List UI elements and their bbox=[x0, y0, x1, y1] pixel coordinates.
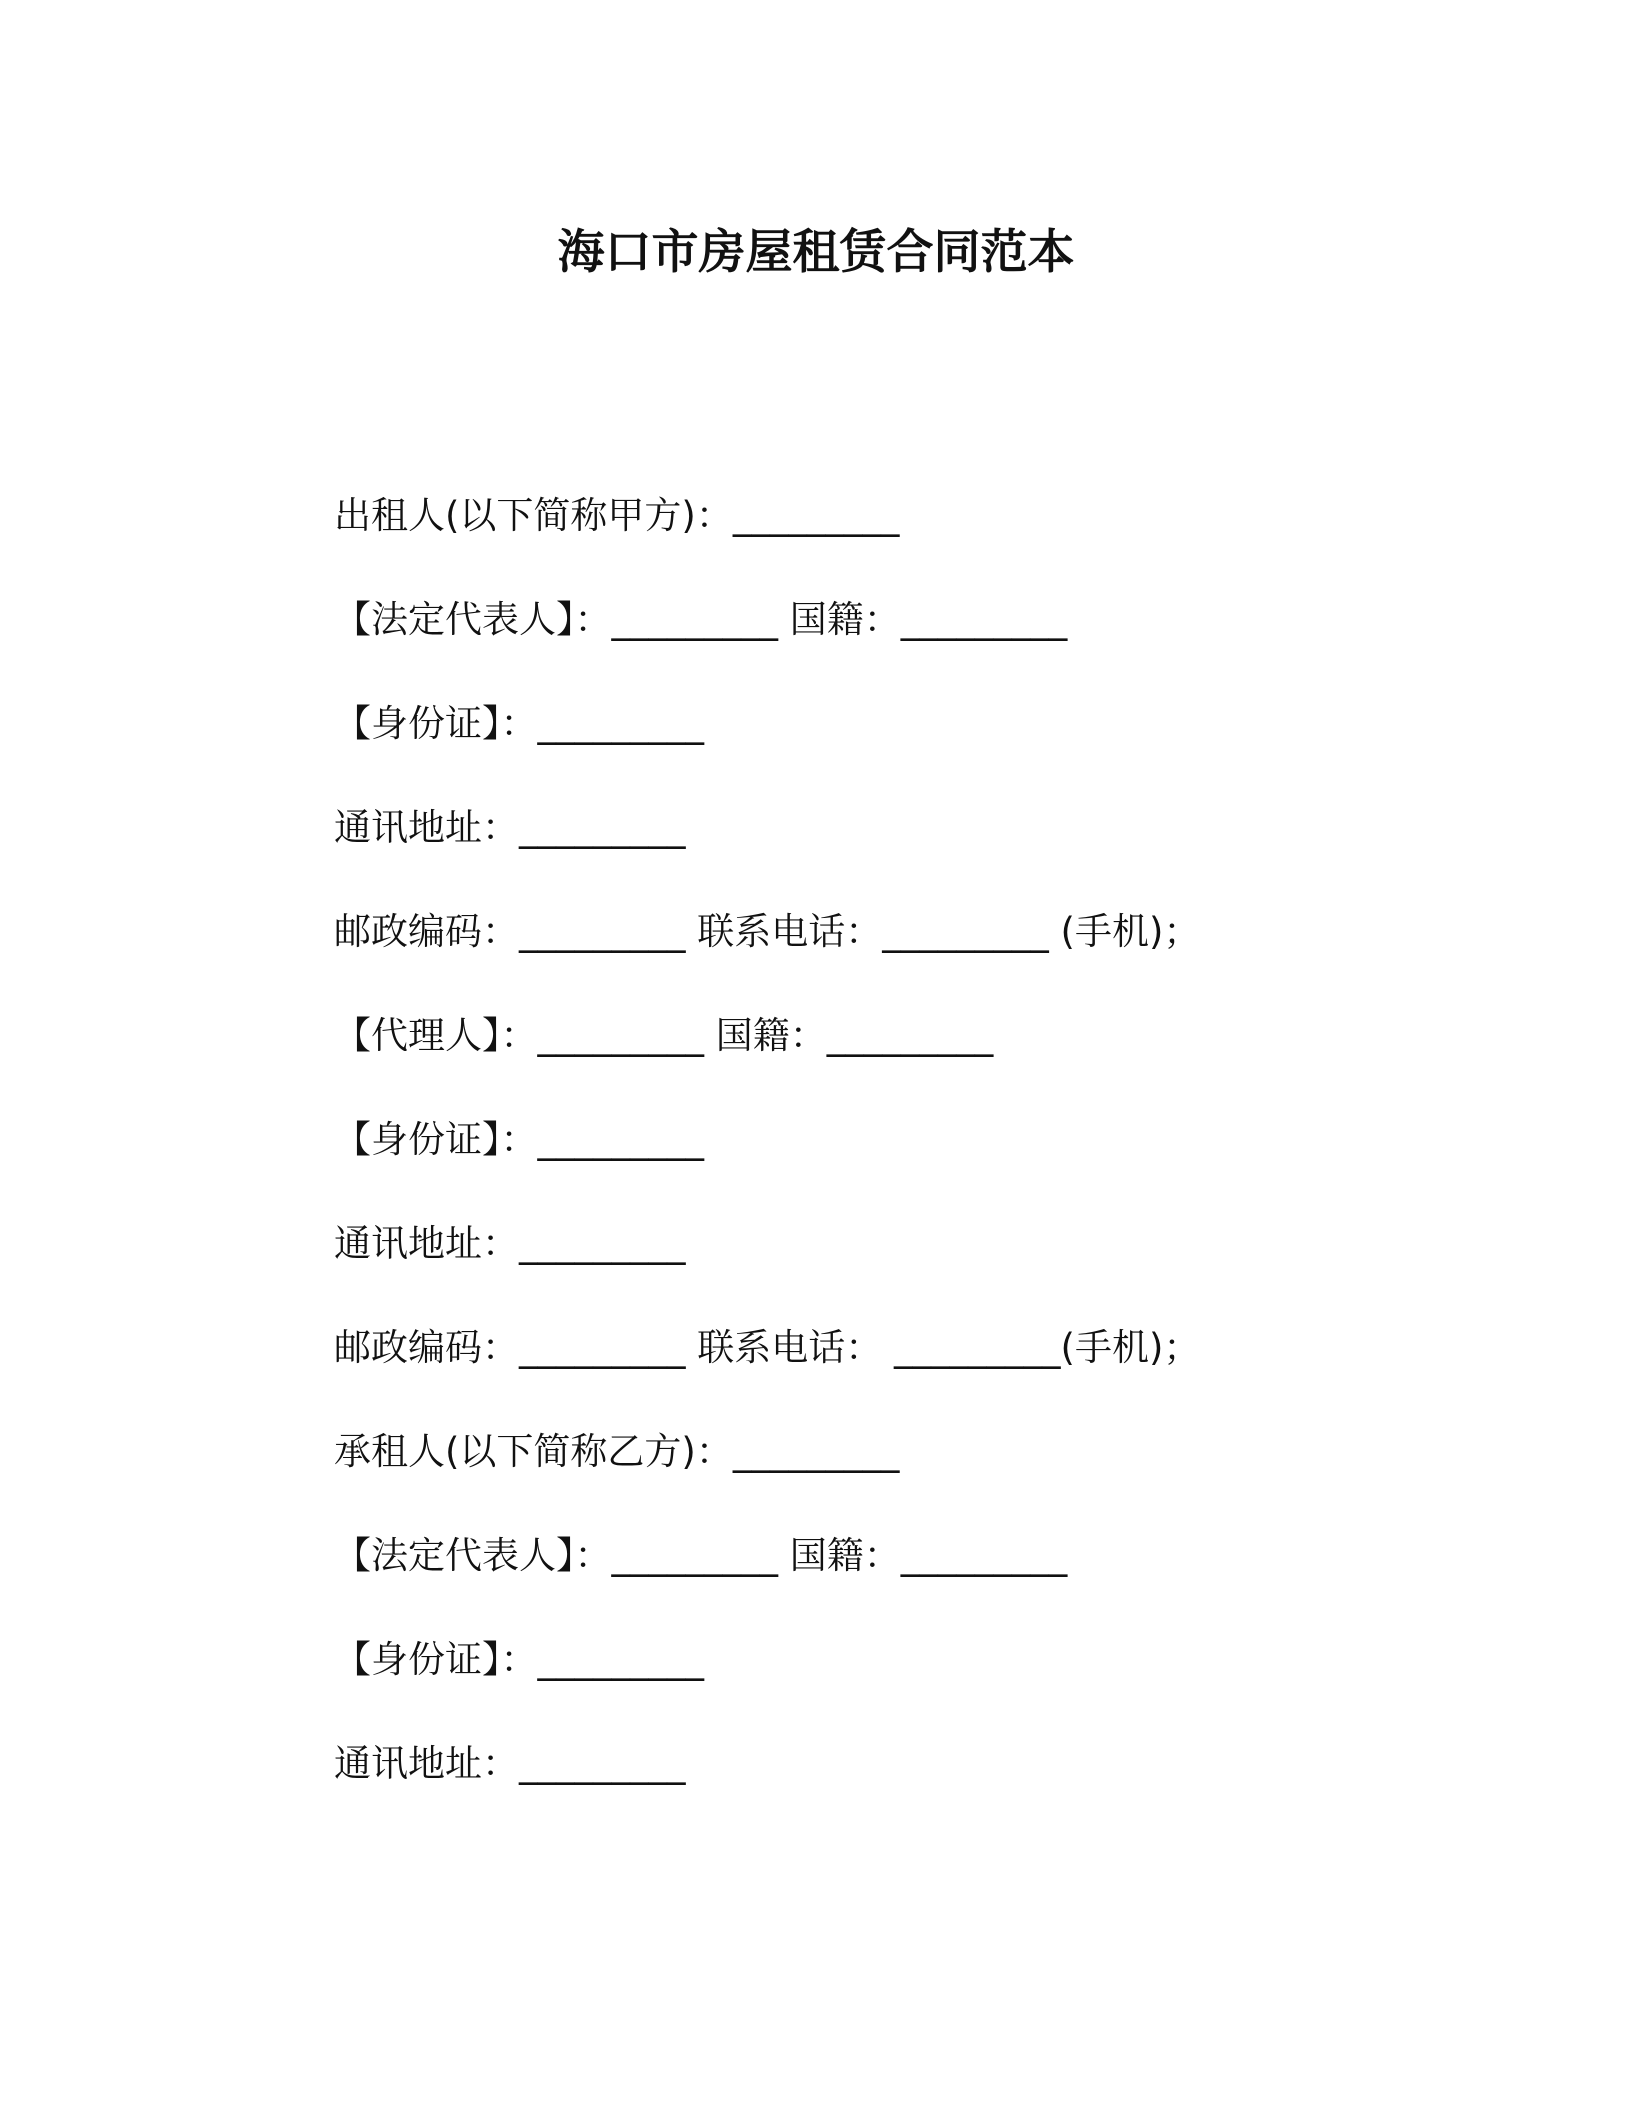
lessor-legal-rep-line: 【法定代表人】：_________ 国籍：_________ bbox=[334, 598, 1068, 641]
lessor-agent-id-card-line: 【身份证】：_________ bbox=[334, 1118, 704, 1161]
lessor-name-line: 出租人(以下简称甲方)：_________ bbox=[334, 494, 900, 537]
lessee-id-card-line: 【身份证】：_________ bbox=[334, 1638, 704, 1681]
lessor-agent-address-line: 通讯地址：_________ bbox=[334, 1222, 686, 1265]
lessee-address-line: 通讯地址：_________ bbox=[334, 1742, 686, 1785]
lessor-address-line: 通讯地址：_________ bbox=[334, 806, 686, 849]
lessee-legal-rep-line: 【法定代表人】：_________ 国籍：_________ bbox=[334, 1534, 1068, 1577]
lessor-agent-postal-phone-line: 邮政编码：_________ 联系电话： _________(手机)； bbox=[334, 1326, 1201, 1369]
lessor-postal-phone-line: 邮政编码：_________ 联系电话：_________ (手机)； bbox=[334, 910, 1201, 953]
lessee-name-line: 承租人(以下简称乙方)：_________ bbox=[334, 1430, 900, 1473]
document-title: 海口市房屋租赁合同范本 bbox=[557, 225, 1075, 280]
party-info-section bbox=[334, 488, 1594, 1840]
lessor-id-card-line: 【身份证】：_________ bbox=[334, 702, 704, 745]
lessor-agent-line: 【代理人】：_________ 国籍：_________ bbox=[334, 1014, 994, 1057]
